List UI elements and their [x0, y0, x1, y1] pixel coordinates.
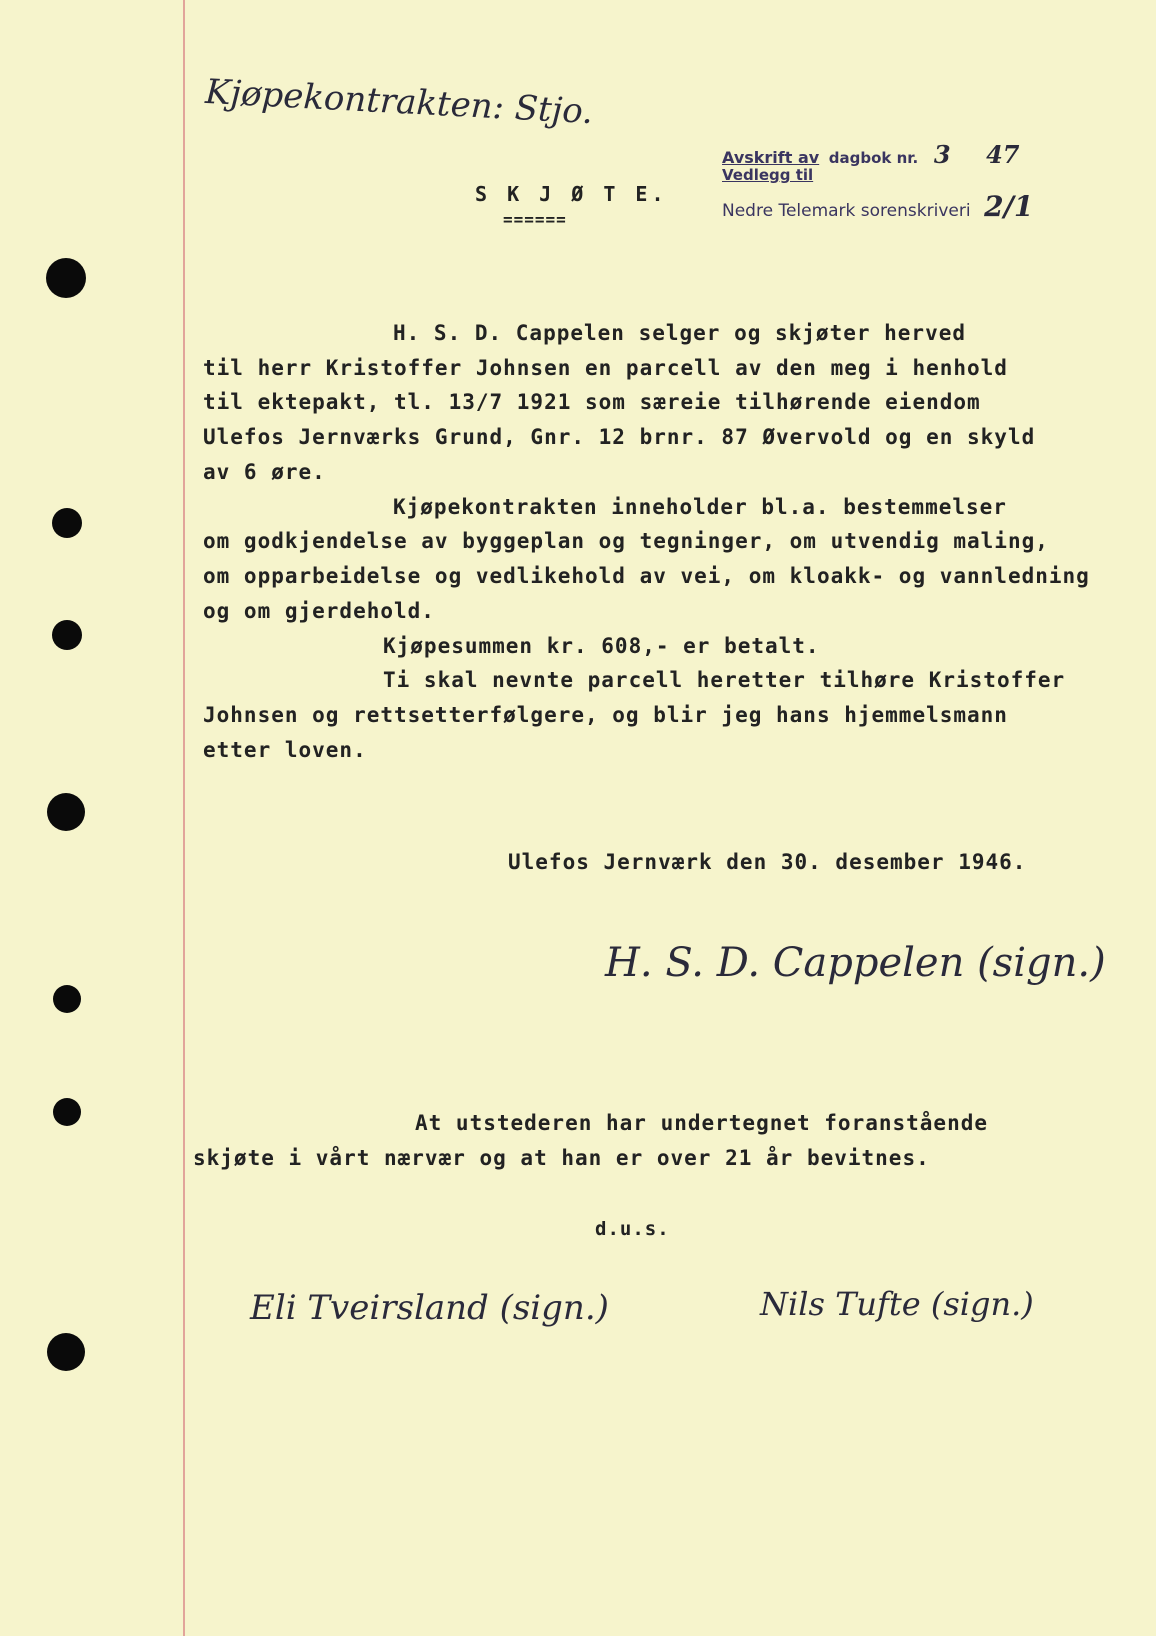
dus-abbreviation: d.u.s. — [595, 1218, 670, 1240]
body-line: og om gjerdehold. — [203, 599, 435, 623]
stamp-line1-b: dagbok nr. — [828, 149, 919, 167]
stamp-line2: Vedlegg til — [722, 166, 814, 184]
punch-hole — [47, 793, 85, 831]
body-line: til ektepakt, tl. 13/7 1921 som særeie tilhørende eiendom — [203, 390, 981, 414]
body-line: etter loven. — [203, 738, 367, 762]
punch-hole — [47, 1333, 85, 1371]
witness-line: skjøte i vårt nærvær og at han er over 21 år bevitnes. — [193, 1146, 930, 1170]
body-line: til herr Kristoffer Johnsen en parcell av den meg i henhold — [203, 356, 1008, 380]
registry-stamp — [722, 140, 1033, 223]
punch-hole — [52, 508, 82, 538]
punch-hole — [52, 620, 82, 650]
title-underline: ====== — [503, 210, 567, 229]
body-line: Ulefos Jernværks Grund, Gnr. 12 brnr. 87 Øvervold og en skyld — [203, 425, 1036, 449]
witness-signature-2: Nils Tufte (sign.) — [760, 1285, 1034, 1323]
handwritten-header: Kjøpekontrakten: Stjo. — [204, 71, 594, 133]
document-title: S K J Ø T E. — [475, 182, 668, 206]
place-date: Ulefos Jernværk den 30. desember 1946. — [508, 850, 1027, 874]
punch-hole — [53, 1098, 81, 1126]
body-line: om godkjendelse av byggeplan og tegninger, om utvendig maling, — [203, 529, 1049, 553]
body-line: Kjøpesummen kr. 608,- er betalt. — [383, 634, 820, 658]
body-line: Ti skal nevnte parcell heretter tilhøre Kristoffer — [383, 668, 1066, 692]
body-line: om opparbeidelse og vedlikehold av vei, om kloakk- og vannledning — [203, 564, 1090, 588]
signature-main: H. S. D. Cappelen (sign.) — [605, 940, 1106, 986]
witness-line: At utstederen har undertegnet foranstående — [415, 1111, 989, 1135]
body-line: H. S. D. Cappelen selger og skjøter herved — [393, 321, 967, 345]
stamp-year: 47 — [986, 140, 1020, 169]
margin-line — [183, 0, 185, 1636]
stamp-number: 3 — [933, 140, 951, 169]
stamp-date: 2/1 — [984, 190, 1034, 223]
body-line: Kjøpekontrakten inneholder bl.a. bestemmelser — [393, 495, 1007, 519]
stamp-line1-a: Avskrift av — [722, 148, 820, 167]
body-line: Johnsen og rettsetterfølgere, og blir jeg hans hjemmelsmann — [203, 703, 1008, 727]
punch-hole — [53, 985, 81, 1013]
punch-hole — [46, 258, 86, 298]
witness-signature-1: Eli Tveirsland (sign.) — [250, 1288, 609, 1328]
body-line: av 6 øre. — [203, 460, 326, 484]
stamp-line3: Nedre Telemark sorenskriveri — [722, 201, 971, 221]
